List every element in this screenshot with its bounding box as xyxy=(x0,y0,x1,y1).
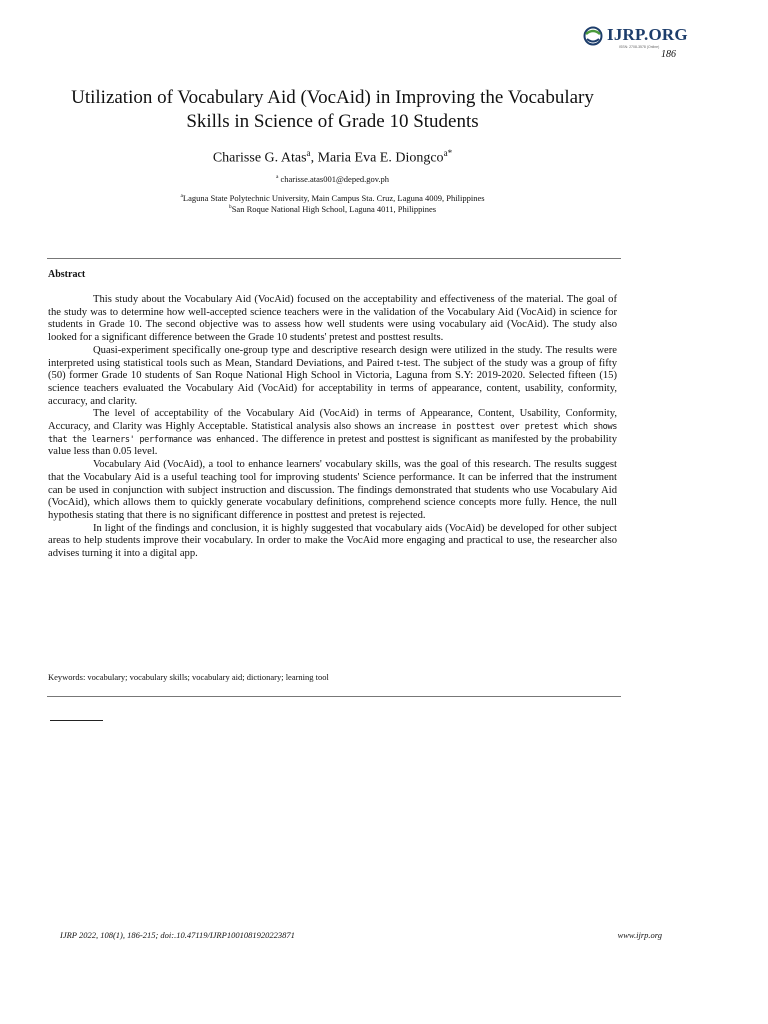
divider-bottom xyxy=(47,696,621,697)
affiliation-2 xyxy=(60,202,605,215)
author-2-sup: a* xyxy=(443,148,453,158)
abstract-body xyxy=(48,294,617,561)
globe-logo-icon xyxy=(583,26,603,46)
abstract-paragraph-3-start: The level of acceptability of the Vocabulary Aid (VocAid) in terms of Appearance, Content, Usability, Conformity, Accuracy, and Clarity was Highly Acceptable. Statistical analysis also shows an xyxy=(48,408,617,433)
page-number: 186 xyxy=(661,49,676,60)
abstract-paragraph-1: This study about the Vocabulary Aid (VocAid) focused on the acceptability and effectiveness of the material. The goal of the study was to determine how well-accepted science teachers were in the validation of the Vocabulary Aid (VocAid) in science for students in Grade 10. The second objective was to assess how well students were using vocabulary aid (VocAid). The study also looked for a significant difference between the Grade 10 students' pretest and posttest results. xyxy=(48,294,617,344)
email-sup: a xyxy=(275,174,279,180)
logo-text: IJRP.ORG xyxy=(607,25,688,44)
logo-tagline: ISSN: 2708-3578 (Online) xyxy=(619,45,660,49)
divider-top xyxy=(47,258,621,259)
footer-citation: IJRP 2022, 108(1), 186-215; doi:.10.47119/IJRP1001081920223871 xyxy=(60,930,295,940)
author-2: Maria Eva E. Diongco xyxy=(317,150,444,166)
affiliation-2-sup: b xyxy=(228,204,232,210)
paper-title: Utilization of Vocabulary Aid (VocAid) in Improving the Vocabulary Skills in Science of Grade 10 Students xyxy=(71,87,594,132)
abstract-paragraph-4: Vocabulary Aid (VocAid), a tool to enhance learners' vocabulary skills, was the goal of this research. The results suggest that the Vocabulary Aid is a useful teaching tool for improving students' Science performance. It can be inferred that the instrument can be used in conjunction with subject instruction and discussion. The findings demonstrated that students who use Vocabulary Aid (VocAid), which allows them to quickly generate vocabulary definitions, comprehend science concepts more fully. Hence, the null hypothesis stating that there is no significant difference in posttest and pretest is rejected. xyxy=(48,459,617,521)
abstract-paragraph-3-end: The difference in pretest and posttest is significant as manifested by the probability value less than 0.05 level. xyxy=(48,433,617,458)
footer-website[interactable]: www.ijrp.org xyxy=(617,930,662,940)
footnote-rule xyxy=(50,720,103,721)
author-separator: , xyxy=(310,150,318,166)
authors xyxy=(60,148,605,167)
affiliation-1-text: Laguna State Polytechnic University, Main Campus Sta. Cruz, Laguna 4009, Philippines xyxy=(182,192,485,203)
author-email xyxy=(60,172,605,185)
keywords: Keywords: vocabulary; vocabulary skills; vocabulary aid; dictionary; learning tool xyxy=(48,672,329,682)
affiliation-2-text: San Roque National High School, Laguna 4011, Philippines xyxy=(231,203,437,214)
abstract-paragraph-2: Quasi-experiment specifically one-group type and descriptive research design were utilized in the study. The results were interpreted using statistical tools such as Mean, Standard Deviations, and Paired t-test. The subject of the study was a group of fifty (50) former Grade 10 students of San Roque National High School in Victoria, Laguna from S.Y: 2019-2020. Selected fifteen (15) science teachers evaluated the Vocabulary Aid (VocAid) for acceptability in terms of appearance, content, usability, conformity, accuracy, and clarity. xyxy=(48,344,617,407)
abstract-heading: Abstract xyxy=(48,269,86,280)
abstract-paragraph-5: In light of the findings and conclusion, it is highly suggested that vocabulary aids (VocAid) be developed for other subject areas to help students improve their vocabulary. In order to make the VocAid more engaging and practical to use, the researcher also advises turning it into a digital app. xyxy=(48,522,617,560)
affiliation-1-sup: a xyxy=(180,193,183,199)
email-text: charisse.atas001@deped.gov.ph xyxy=(280,173,390,184)
author-1-sup: a xyxy=(306,148,311,158)
author-1: Charisse G. Atas xyxy=(212,150,307,166)
journal-logo xyxy=(583,24,693,54)
abstract-paragraph-3 xyxy=(48,408,617,459)
abstract-paragraph-3-mono: increase in posttest over pretest which shows that the learners' performance was enhanced. xyxy=(48,422,617,445)
